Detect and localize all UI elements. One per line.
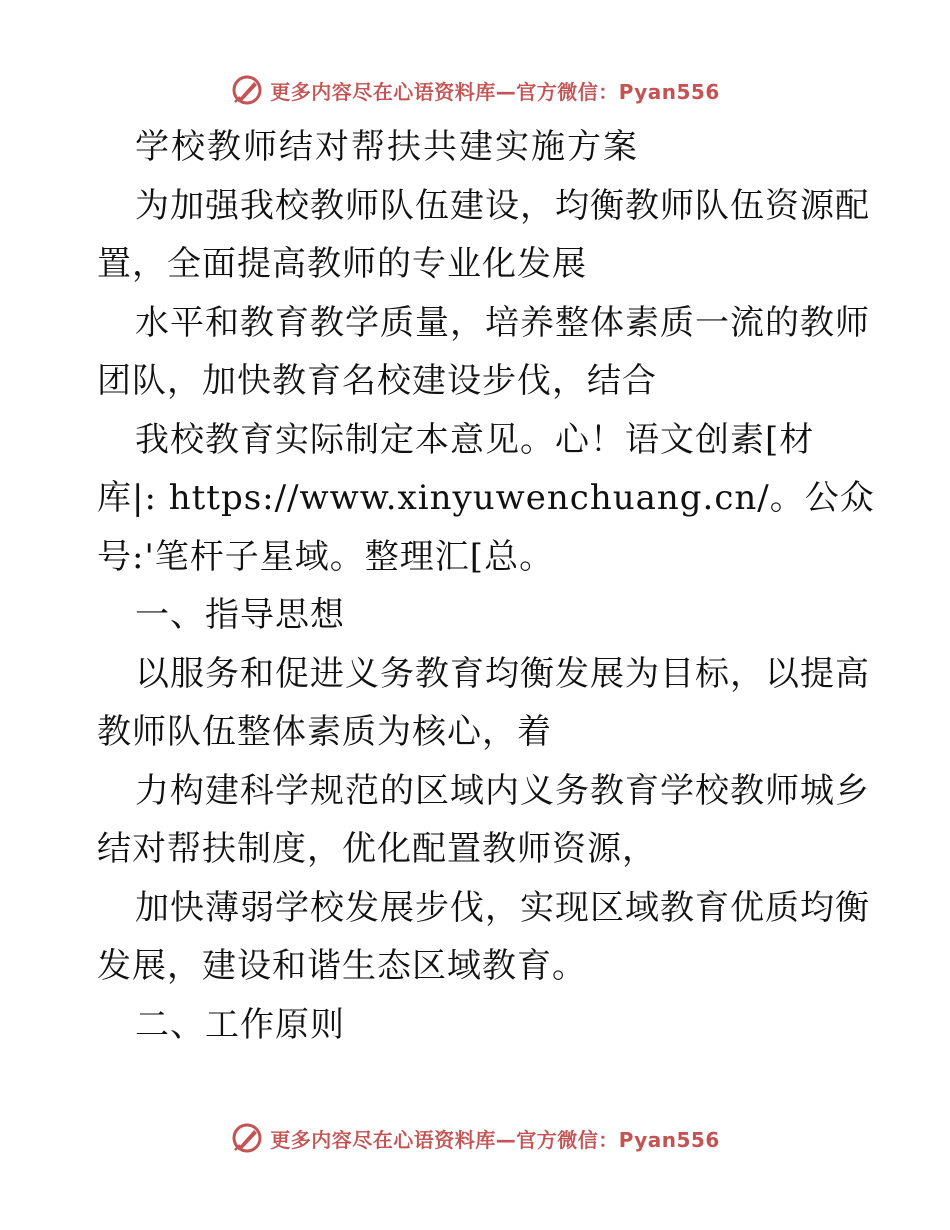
paragraph-line: 力构建科学规范的区域内义务教育学校教师城乡 xyxy=(135,770,870,811)
quill-logo-icon xyxy=(230,1121,264,1155)
banner-text: 更多内容尽在心语资料库—官方微信：Pyan556 xyxy=(270,79,720,104)
paragraph-line: 发展，建设和谐生态区域教育。 xyxy=(97,946,587,986)
paragraph-line: 团队，加快教育名校建设步伐，结合 xyxy=(97,361,657,401)
paragraph-line: 结对帮扶制度，优化配置教师资源， xyxy=(97,829,657,869)
section-heading: 二、工作原则 xyxy=(135,1004,345,1045)
document-title: 学校教师结对帮扶共建实施方案 xyxy=(135,127,639,167)
paragraph-line: 加快薄弱学校发展步伐，实现区域教育优质均衡 xyxy=(135,887,870,928)
header-banner xyxy=(0,70,950,110)
paragraph-line: 以服务和促进义务教育均衡发展为目标，以提高 xyxy=(135,653,870,694)
footer-banner xyxy=(0,1118,950,1158)
paragraph-line: 置，全面提高教师的专业化发展 xyxy=(97,244,587,284)
paragraph-line: 号:'笔杆子星域。整理汇[总。 xyxy=(97,536,555,577)
paragraph-line: 库|: https://www.xinyuwenchuang.cn/。公众 xyxy=(97,478,875,518)
quill-logo-icon xyxy=(230,73,264,107)
banner-text: 更多内容尽在心语资料库—官方微信：Pyan556 xyxy=(270,1127,720,1152)
paragraph-line: 为加强我校教师队伍建设，均衡教师队伍资源配 xyxy=(135,185,870,226)
paragraph-line: 我校教育实际制定本意见。心！语文创素[材 xyxy=(135,419,815,460)
paragraph-line: 水平和教育教学质量，培养整体素质一流的教师 xyxy=(135,302,870,343)
document-body xyxy=(97,118,875,1054)
section-heading: 一、指导思想 xyxy=(135,595,345,635)
paragraph-line: 教师队伍整体素质为核心，着 xyxy=(97,712,552,752)
